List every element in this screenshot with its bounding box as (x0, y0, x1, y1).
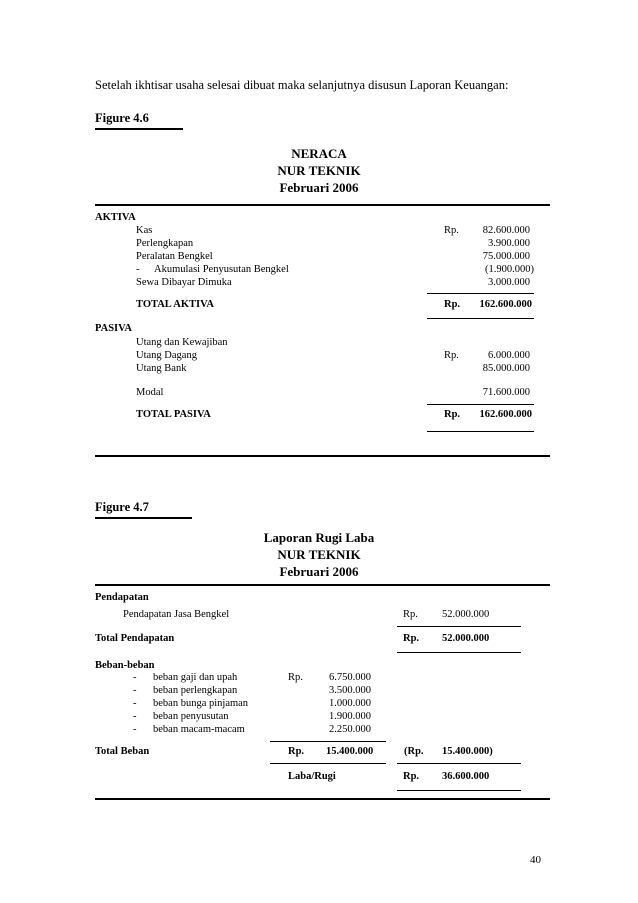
aktiva-item-value: 75.000.000 (482, 251, 530, 262)
subtotal-rule (270, 741, 386, 742)
beban-item-value: 6.750.000 (329, 672, 371, 683)
beban-item-dash: - (133, 711, 137, 722)
pasiva-item-label: Utang dan Kewajiban (136, 337, 228, 348)
pendapatan-item-value: 52.000.000 (442, 609, 490, 620)
beban-item-value: 1.000.000 (329, 698, 371, 709)
neraca-title: NERACA (291, 146, 347, 161)
beban-item-dash: - (133, 672, 137, 683)
neraca-period: Februari 2006 (279, 180, 359, 195)
total-rule (397, 652, 521, 653)
aktiva-item-label: Peralatan Bengkel (136, 251, 213, 262)
total-rule (270, 763, 386, 764)
figure-underline (95, 517, 192, 519)
beban-header: Beban-beban (95, 660, 155, 671)
total-pendapatan-rp: Rp. (403, 633, 420, 644)
modal-label: Modal (136, 387, 164, 398)
table-top-rule (95, 584, 550, 586)
laba-rugi-period: Februari 2006 (279, 564, 359, 579)
total-pasiva-value: 162.600.000 (479, 409, 532, 420)
beban-item-value: 1.900.000 (329, 711, 371, 722)
beban-item-dash: - (133, 685, 137, 696)
beban-item-dash: - (133, 724, 137, 735)
beban-item-dash: - (133, 698, 137, 709)
total-pendapatan-label: Total Pendapatan (95, 633, 175, 644)
aktiva-header: AKTIVA (95, 212, 136, 223)
total-aktiva-rp: Rp. (444, 299, 461, 310)
pendapatan-item-rp: Rp. (403, 609, 418, 620)
beban-item-label: beban gaji dan upah (153, 672, 238, 683)
figure-4-7-label: Figure 4.7 (95, 500, 149, 514)
beban-item-label: beban bunga pinjaman (153, 698, 249, 709)
total-pasiva-rp: Rp. (444, 409, 461, 420)
subtotal-rule (397, 763, 521, 764)
page-number: 40 (530, 854, 541, 866)
total-pasiva-label: TOTAL PASIVA (136, 409, 211, 420)
total-beban-value2: 15.400.000) (442, 746, 493, 757)
pendapatan-header: Pendapatan (95, 592, 149, 603)
total-rule (427, 431, 534, 432)
total-beban-label: Total Beban (95, 746, 150, 757)
total-aktiva-label: TOTAL AKTIVA (136, 299, 214, 310)
table-bottom-rule (95, 798, 550, 800)
aktiva-item-label: Sewa Dibayar Dimuka (136, 277, 232, 288)
total-beban-rp2: (Rp. (404, 746, 424, 757)
laba-rugi-title: Laporan Rugi Laba (263, 530, 375, 545)
figure-4-6-label: Figure 4.6 (95, 111, 149, 125)
aktiva-item-value: 3.900.000 (488, 238, 530, 249)
aktiva-item-label: Akumulasi Penyusutan Bengkel (154, 264, 289, 275)
aktiva-item-label: Perlengkapan (136, 238, 194, 249)
laba-rugi-value: 36.600.000 (442, 771, 490, 782)
total-pendapatan-value: 52.000.000 (442, 633, 490, 644)
aktiva-item-value: 3.000.000 (488, 277, 530, 288)
beban-item-value: 3.500.000 (329, 685, 371, 696)
laba-rugi-rp: Rp. (403, 771, 420, 782)
total-beban-value: 15.400.000 (326, 746, 374, 757)
beban-item-label: beban perlengkapan (153, 685, 238, 696)
subtotal-rule (397, 626, 521, 627)
pasiva-header: PASIVA (95, 323, 132, 334)
intro-text: Setelah ikhtisar usaha selesai dibuat maka selanjutnya disusun Laporan Keuangan: (95, 78, 509, 92)
figure-underline (95, 128, 183, 130)
aktiva-item-value: (1.900.000) (485, 264, 534, 275)
aktiva-item-label: Kas (136, 225, 153, 236)
total-aktiva-value: 162.600.000 (479, 299, 532, 310)
beban-item-label: beban penyusutan (153, 711, 229, 722)
subtotal-rule (427, 293, 534, 294)
pendapatan-item-label: Pendapatan Jasa Bengkel (123, 609, 230, 620)
laba-rugi-company: NUR TEKNIK (277, 547, 361, 562)
beban-item-rp: Rp. (288, 672, 303, 683)
table-bottom-rule (95, 455, 550, 457)
total-beban-rp: Rp. (288, 746, 305, 757)
total-rule (427, 318, 534, 319)
pasiva-item-value: 6.000.000 (488, 350, 530, 361)
aktiva-item-value: 82.600.000 (482, 225, 530, 236)
aktiva-item-rp: Rp. (444, 225, 459, 236)
pasiva-item-label: Utang Dagang (136, 350, 197, 361)
beban-item-label: beban macam-macam (153, 724, 245, 735)
laba-rugi-label: Laba/Rugi (288, 771, 336, 782)
modal-value: 71.600.000 (482, 387, 530, 398)
aktiva-item-dash: - (136, 264, 140, 275)
pasiva-item-value: 85.000.000 (482, 363, 530, 374)
total-rule (397, 790, 521, 791)
neraca-company: NUR TEKNIK (277, 163, 361, 178)
beban-item-value: 2.250.000 (329, 724, 371, 735)
table-top-rule (95, 204, 550, 206)
subtotal-rule (427, 404, 534, 405)
pasiva-item-rp: Rp. (444, 350, 459, 361)
pasiva-item-label: Utang Bank (136, 363, 187, 374)
